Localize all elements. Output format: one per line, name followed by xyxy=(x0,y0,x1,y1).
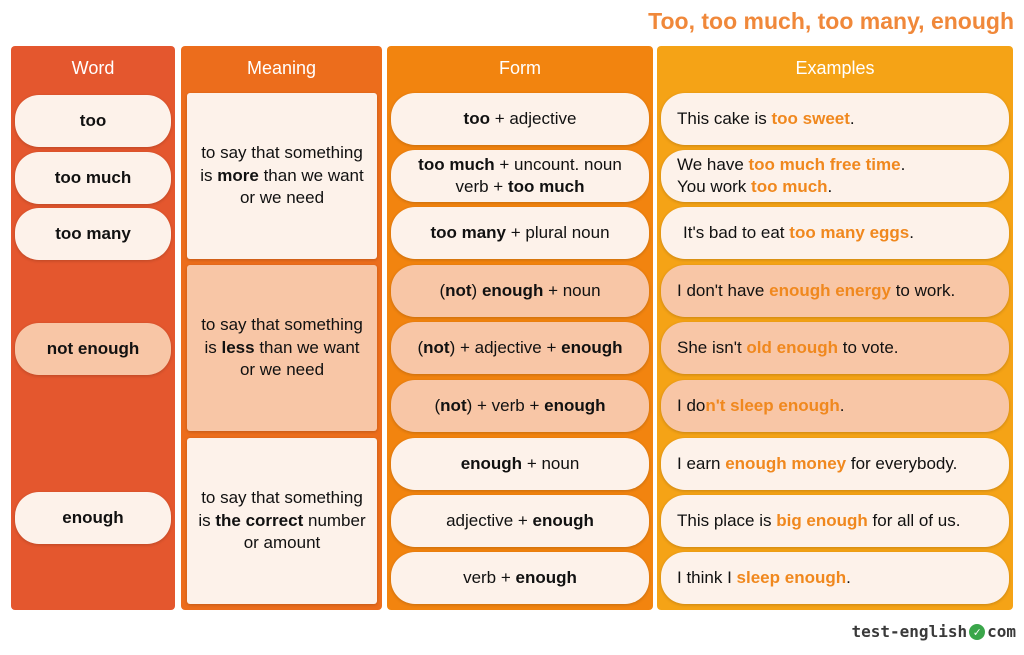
form-column xyxy=(387,46,653,610)
page-title: Too, too much, too many, enough xyxy=(648,8,1014,34)
meaning-correct-pre: to say that something is xyxy=(198,487,363,530)
form-6-a: ( xyxy=(434,395,441,415)
example-6-c: . xyxy=(839,395,845,415)
form-2-a: too much xyxy=(418,154,495,174)
form-2-c: verb + xyxy=(455,177,504,196)
form-9-b: enough xyxy=(515,567,577,587)
example-6-a: I do xyxy=(677,395,706,415)
form-4-c: ) xyxy=(471,280,478,300)
example-big-enough xyxy=(661,495,1009,547)
site-brand[interactable] xyxy=(852,622,1017,641)
form-4-a: ( xyxy=(439,280,446,300)
word-column xyxy=(11,46,175,610)
form-not-adjective-enough xyxy=(391,322,649,374)
example-2-a: We have xyxy=(677,154,744,174)
form-header: Form xyxy=(499,58,541,78)
example-7-c: for everybody. xyxy=(850,453,958,473)
example-9-a: I think I xyxy=(677,567,732,587)
example-7-a: I earn xyxy=(677,453,721,473)
example-5-c: to vote. xyxy=(842,337,899,357)
word-header: Word xyxy=(71,58,115,78)
example-8-b: big enough xyxy=(776,510,868,530)
meaning-correct-post: number or amount xyxy=(243,510,366,553)
example-8-a: This place is xyxy=(677,510,772,530)
word-too-much: too much xyxy=(15,152,171,204)
examples-header: Examples xyxy=(795,58,875,78)
example-enough-energy xyxy=(661,265,1009,317)
brand-left: test-english xyxy=(851,622,968,641)
example-5-a: She isn't xyxy=(677,337,742,357)
form-too-much xyxy=(391,150,649,202)
word-enough: enough xyxy=(15,492,171,544)
example-2-c: . xyxy=(900,154,906,174)
word-too: too xyxy=(15,95,171,147)
form-6-d: enough xyxy=(544,395,606,415)
meaning-more-pre: to say that something is xyxy=(200,142,363,185)
meaning-correct xyxy=(187,438,377,604)
form-2-b: + uncount. noun xyxy=(499,154,622,174)
example-4-a: I don't have xyxy=(677,280,765,300)
examples-column xyxy=(657,46,1013,610)
word-not-enough: not enough xyxy=(15,323,171,375)
example-2-e: too much xyxy=(751,177,828,196)
form-1-a: too xyxy=(463,108,490,128)
example-1-c: . xyxy=(849,108,855,128)
word-too-many: too many xyxy=(15,208,171,260)
meaning-more-bold: more xyxy=(217,165,259,185)
check-circle-icon: ✓ xyxy=(969,624,985,640)
example-3-c: . xyxy=(909,222,914,242)
form-1-b: + adjective xyxy=(494,108,577,128)
form-5-c: ) + adjective + xyxy=(449,337,557,357)
example-sleep-enough xyxy=(661,552,1009,604)
example-4-c: to work. xyxy=(895,280,956,300)
form-8-b: enough xyxy=(532,510,594,530)
meaning-less xyxy=(187,265,377,431)
example-sleep-enough-neg xyxy=(661,380,1009,432)
example-too-sweet xyxy=(661,93,1009,145)
meaning-more xyxy=(187,93,377,259)
form-3-b: + plural noun xyxy=(510,222,610,242)
example-2-d: You work xyxy=(677,177,747,196)
form-5-a: ( xyxy=(417,337,424,357)
form-4-b: not xyxy=(445,280,472,300)
example-too-much xyxy=(661,150,1009,202)
example-3-b: too many eggs xyxy=(789,222,910,242)
example-1-a: This cake is xyxy=(677,108,767,128)
form-adjective-enough xyxy=(391,495,649,547)
form-too-many xyxy=(391,207,649,259)
form-9-a: verb + xyxy=(463,567,511,587)
form-4-e: + noun xyxy=(548,280,601,300)
example-3-a: It's bad to eat xyxy=(683,222,785,242)
form-7-b: + noun xyxy=(526,453,580,473)
example-4-b: enough energy xyxy=(769,280,891,300)
meaning-correct-bold: the correct xyxy=(215,510,304,530)
example-6-b: n't sleep enough xyxy=(705,395,840,415)
brand-right: com xyxy=(987,622,1016,641)
example-1-b: too sweet xyxy=(771,108,850,128)
meaning-less-post: than we want or we need xyxy=(239,337,360,380)
example-8-c: for all of us. xyxy=(872,510,961,530)
form-6-c: ) + verb + xyxy=(466,395,540,415)
form-5-d: enough xyxy=(561,337,623,357)
form-2-d: too much xyxy=(507,177,585,196)
form-not-verb-enough xyxy=(391,380,649,432)
meaning-header: Meaning xyxy=(246,58,317,78)
example-too-many xyxy=(661,207,1009,259)
form-4-d: enough xyxy=(481,280,544,300)
form-verb-enough xyxy=(391,552,649,604)
form-3-a: too many xyxy=(430,222,507,242)
form-6-b: not xyxy=(440,395,467,415)
form-too-adjective xyxy=(391,93,649,145)
form-5-b: not xyxy=(423,337,450,357)
form-7-a: enough xyxy=(460,453,523,473)
example-5-b: old enough xyxy=(746,337,838,357)
example-9-b: sleep enough xyxy=(736,567,847,587)
meaning-less-pre: to say that something is xyxy=(201,314,363,357)
meaning-column xyxy=(181,46,382,610)
meaning-less-bold: less xyxy=(221,337,255,357)
example-2-b: too much free time xyxy=(748,154,901,174)
example-old-enough xyxy=(661,322,1009,374)
form-enough-noun xyxy=(391,438,649,490)
example-2-f: . xyxy=(827,177,833,196)
form-8-a: adjective + xyxy=(446,510,528,530)
example-9-c: . xyxy=(846,567,851,587)
meaning-more-post: than we want or we need xyxy=(239,165,364,208)
example-enough-money xyxy=(661,438,1009,490)
example-7-b: enough money xyxy=(725,453,847,473)
form-not-enough-noun xyxy=(391,265,649,317)
